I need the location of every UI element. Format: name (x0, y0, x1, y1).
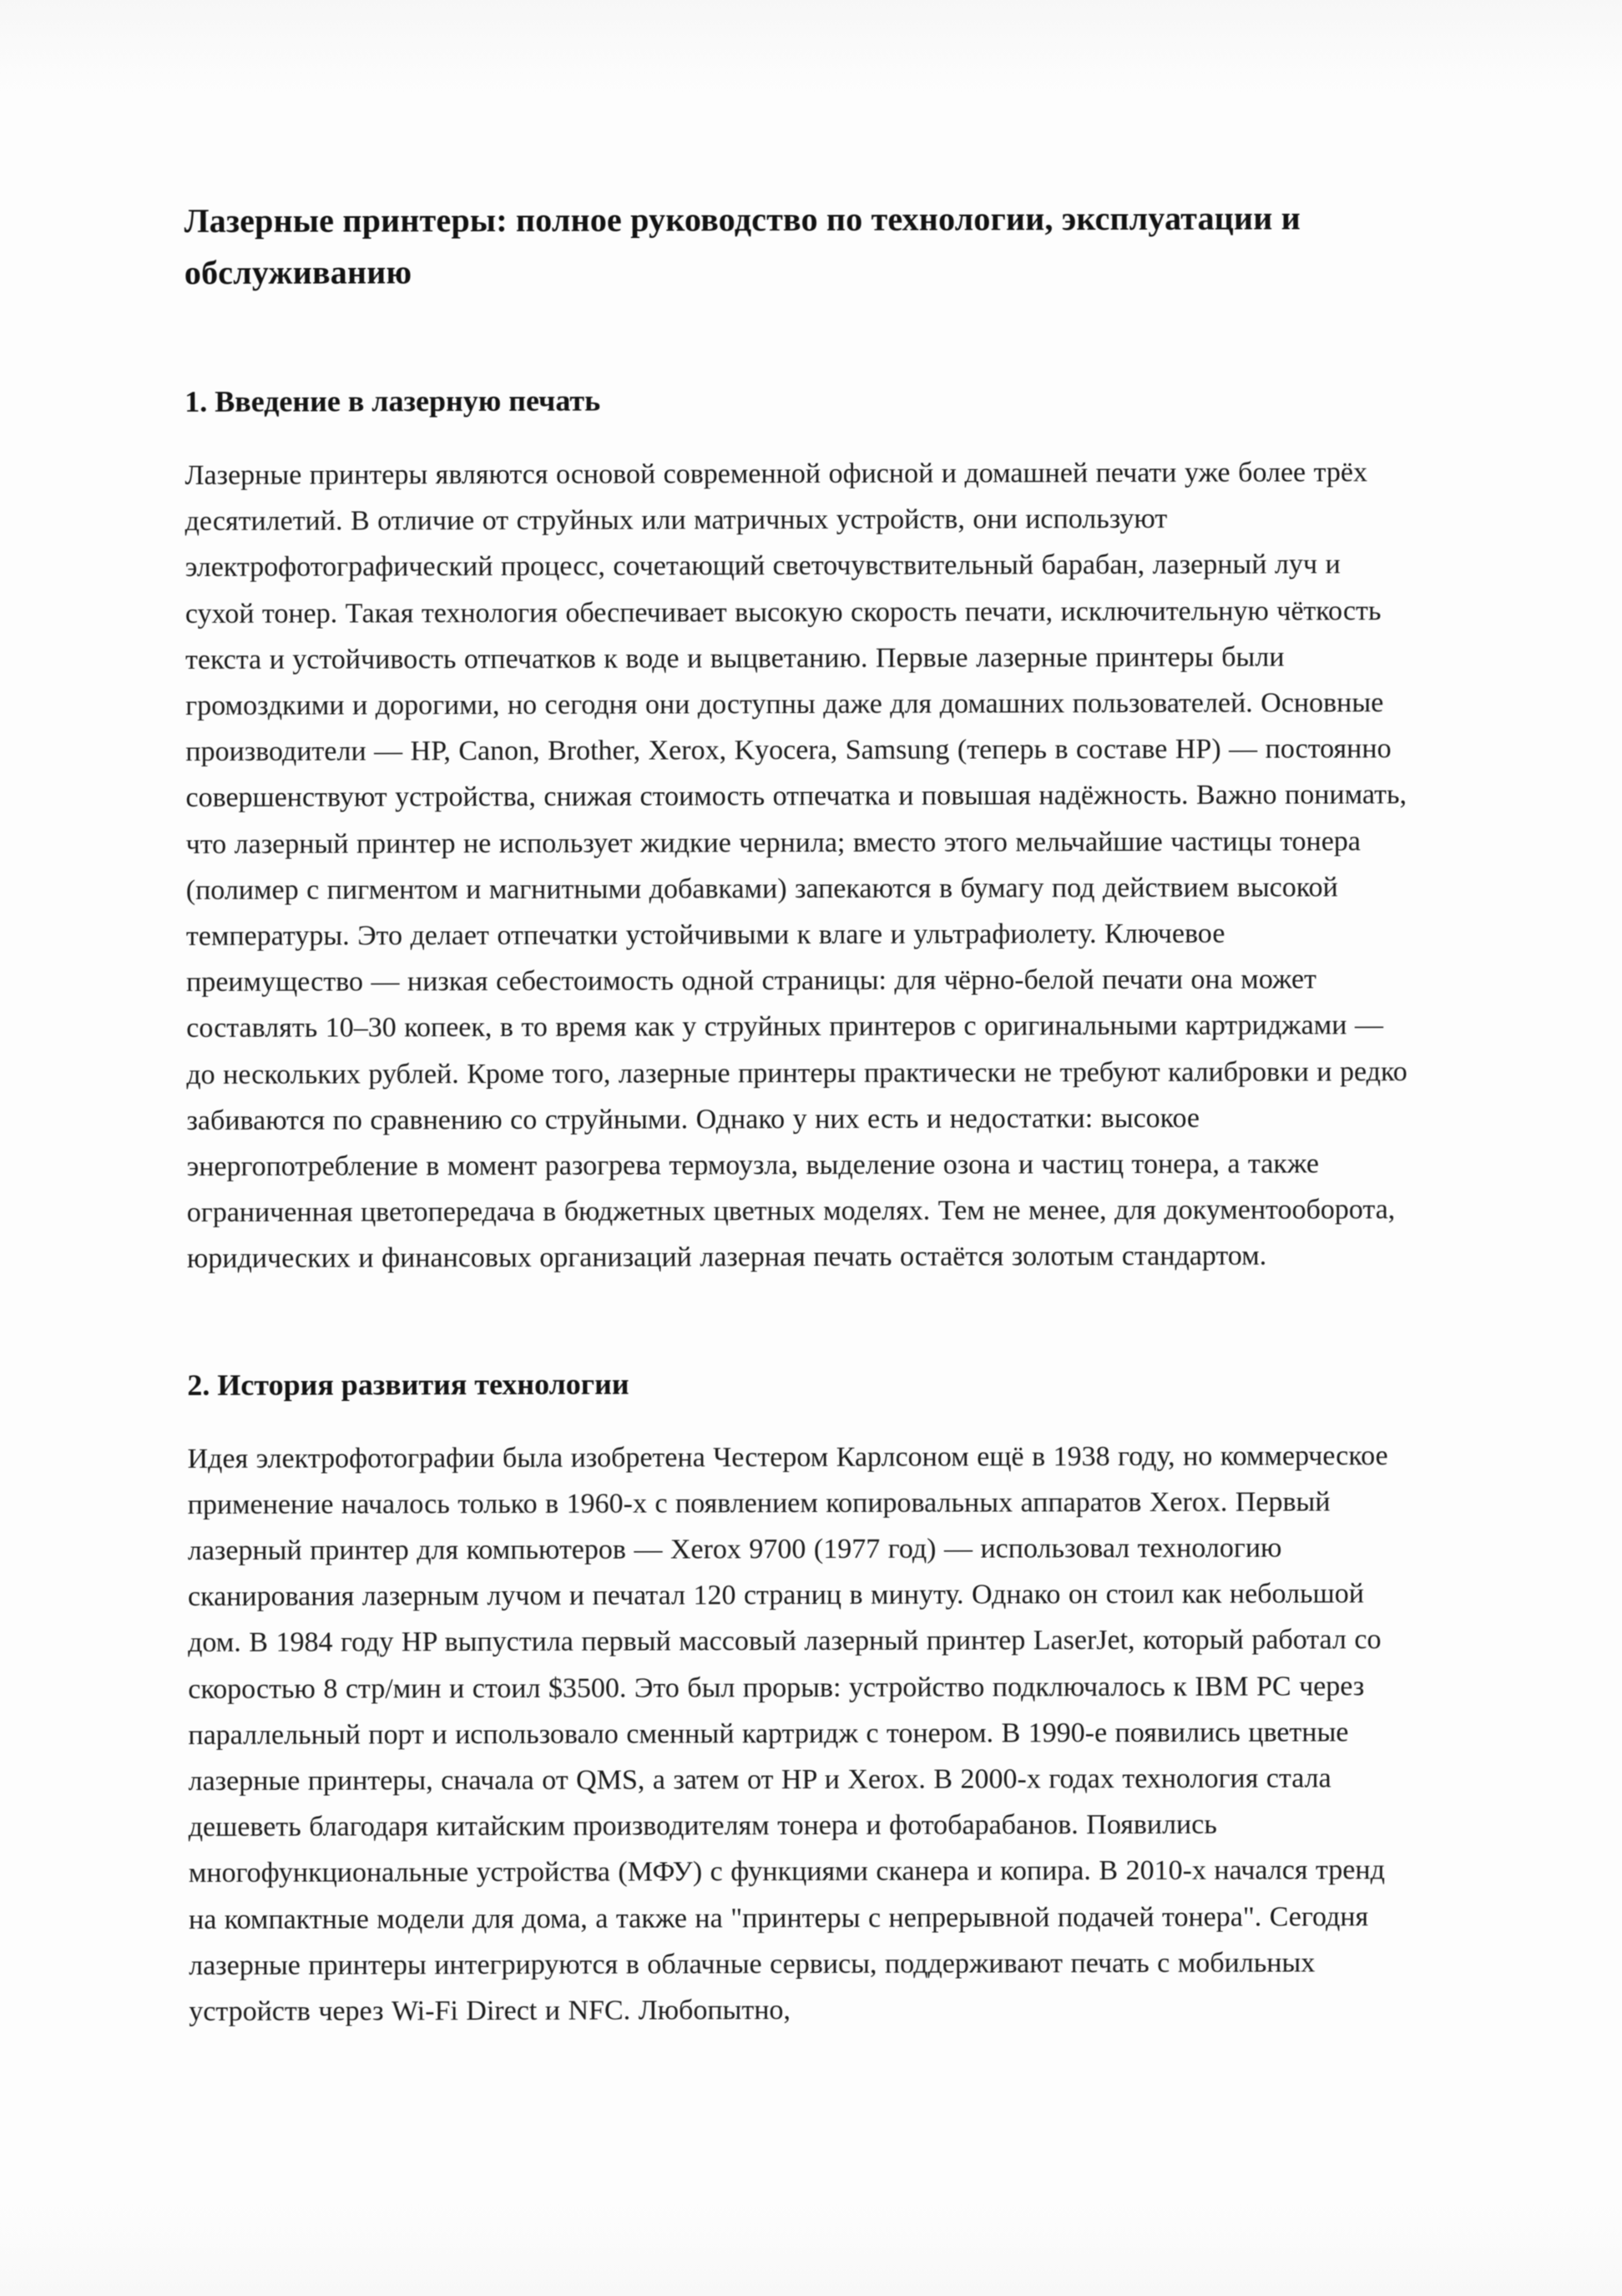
section-introduction (184, 377, 1410, 1282)
section-history (187, 1361, 1412, 2035)
document-title: Лазерные принтеры: полное руководство по технологии, эксплуатации и обслуживанию (184, 199, 1301, 291)
section-2-paragraph: Идея электрофотографии была изобретена Честером Карлсоном ещё в 1938 году, но коммерческое применение началось только в 1960-х с появлением копировальных аппаратов Xerox. Первый лазерный принтер для компьютеров — Xerox 9700 (1977 год) — использовал технологию сканирования лазерным лучом и печатал 120 страниц в минуту. Однако он стоил как небольшой дом. В 1984 году HP выпустила первый массовый лазерный принтер LaserJet, который работал со скоростью 8 стр/мин и стоил $3500. Это был прорыв: устройство подключалось к IBM PC через параллельный порт и использовало сменный картридж с тонером. В 1990-е появились цветные лазерные принтеры, сначала от QMS, а затем от HP и Xerox. В 2000-х годах технология стала дешеветь благодаря китайским производителям тонера и фотобарабанов. Появились многофункциональные устройства (МФУ) с функциями сканера и копира. В 2010-х начался тренд на компактные модели для дома, а также на "принтеры с непрерывной подачей тонера". Сегодня лазерные принтеры интегрируются в облачные сервисы, поддерживают печать с мобильных устройств через Wi-Fi Direct и NFC. Любопытно, (187, 1439, 1388, 2028)
section-1-paragraph: Лазерные принтеры являются основой современной офисной и домашней печати уже более трёх десятилетий. В отличие от струйных или матричных устройств, они используют электрофотографический процесс, сочетающий светочувствительный барабан, лазерный луч и сухой тонер. Такая технология обеспечивает высокую скорость печати, исключительную чёткость текста и устойчивость отпечатков к воде и выцветанию. Первые лазерные принтеры были громоздкими и дорогими, но сегодня они доступны даже для домашних пользователей. Основные производители — HP, Canon, Brother, Xerox, Kyocera, Samsung (теперь в составе HP) — постоянно совершенствуют устройства, снижая стоимость отпечатка и повышая надёжность. Важно понимать, что лазерный принтер не использует жидкие чернила; вместо этого мельчайшие частицы тонера (полимер с пигментом и магнитными добавками) запекаются в бумагу под действием высокой температуры. Это делает отпечатки устойчивыми к влаге и ультрафиолету. Ключевое преимущество — низкая себестоимость одной страницы: для чёрно-белой печати она может составлять 10–30 копеек, в то время как у струйных принтеров с оригинальными картриджами — до нескольких рублей. Кроме того, лазерные принтеры практически не требуют калибровки и редко забиваются по сравнению со струйными. Однако у них есть и недостатки: высокое энергопотребление в момент разогрева термоузла, выделение озона и частиц тонера, а также ограниченная цветопередача в бюджетных цветных моделях. Тем не менее, для документооборота, юридических и финансовых организаций лазерная печать остаётся золотым стандартом. (184, 457, 1407, 1275)
section-1-heading: 1. Введение в лазерную печать (184, 383, 601, 418)
section-2-heading: 2. История развития технологии (187, 1367, 629, 1402)
